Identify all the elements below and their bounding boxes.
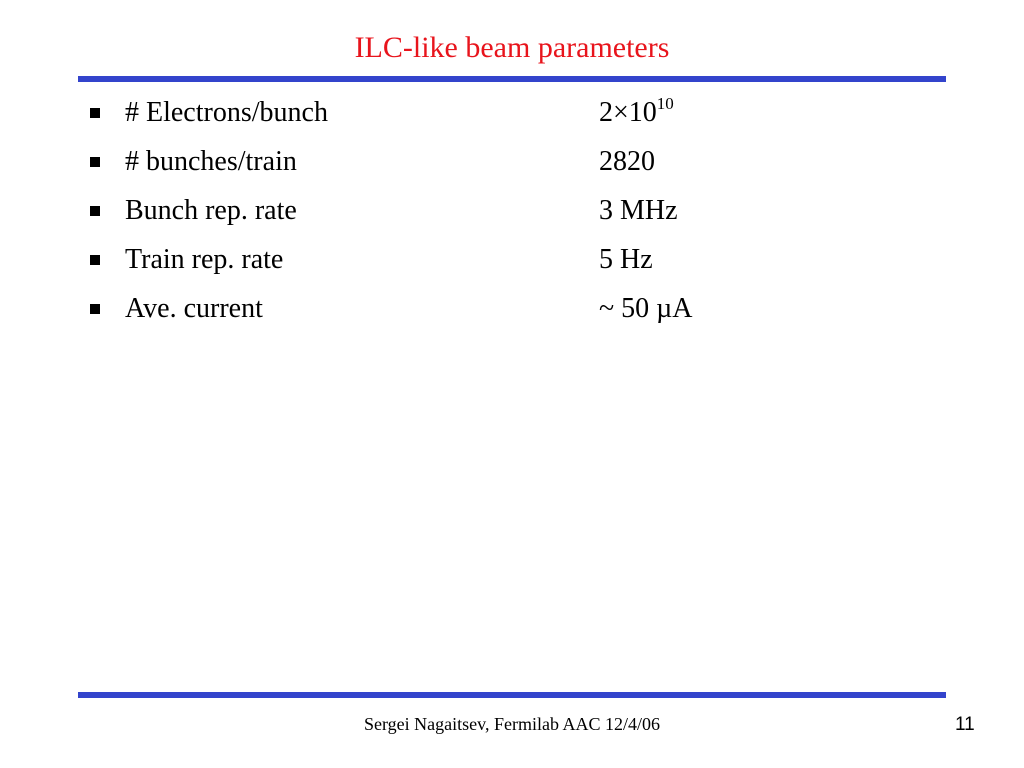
square-bullet-icon [90, 255, 100, 265]
parameter-value: 2820 [599, 146, 655, 177]
parameter-label: Ave. current [125, 293, 263, 324]
parameter-list [0, 93, 1024, 338]
square-bullet-icon [90, 157, 100, 167]
list-item [0, 289, 1024, 338]
parameter-label: Train rep. rate [125, 244, 284, 275]
page-number: 11 [955, 714, 975, 735]
list-item [0, 240, 1024, 289]
value-exponent: 10 [656, 94, 674, 113]
parameter-label: # Electrons/bunch [125, 97, 328, 128]
parameter-value: 5 Hz [599, 244, 653, 275]
parameter-value: ~ 50 µA [599, 293, 693, 324]
slide-title: ILC-like beam parameters [354, 31, 670, 64]
top-divider [78, 76, 946, 82]
bottom-divider [78, 692, 946, 698]
square-bullet-icon [90, 206, 100, 216]
square-bullet-icon [90, 304, 100, 314]
footer-text: Sergei Nagaitsev, Fermilab AAC 12/4/06 [364, 714, 660, 734]
square-bullet-icon [90, 108, 100, 118]
list-item [0, 191, 1024, 240]
value-base: 2×10 [599, 97, 657, 128]
parameter-label: Bunch rep. rate [125, 195, 297, 226]
parameter-value [599, 93, 674, 136]
parameter-label: # bunches/train [125, 146, 297, 177]
list-item [0, 142, 1024, 191]
list-item [0, 93, 1024, 142]
parameter-value: 3 MHz [599, 195, 678, 226]
